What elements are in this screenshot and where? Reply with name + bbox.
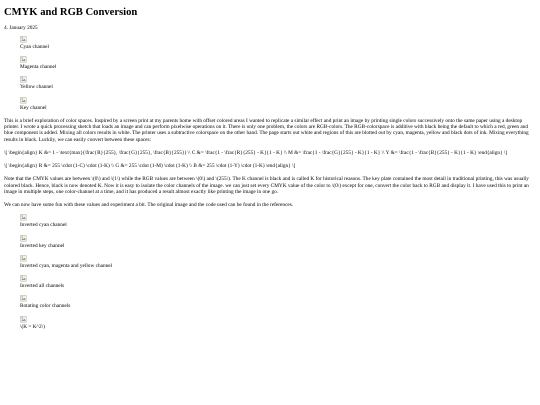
- formula-cmyk-to-rgb: \[ \begin{align} R &= 255 \cdot (1-C) \cdot (1-K) \\ G &= 255 \cdot (1-M) \cdot (1-K) \\ B &= 255 \cdot (1-Y) \cdot (1-K) \end{align} \]: [4, 163, 296, 170]
- broken-image-icon: [20, 295, 27, 302]
- broken-image-icon: [20, 97, 27, 104]
- article: [4, 7, 536, 330]
- figure-caption: Rotating color channels: [20, 303, 71, 310]
- broken-image-icon: [20, 76, 27, 83]
- experiment-paragraph: We can now have some fun with these values and experiment a bit. The original image and the code used can be found in the references.: [4, 202, 294, 209]
- channel-figures: [4, 36, 536, 111]
- figure-k-squared: [20, 316, 536, 330]
- figure-caption: Yellow channel: [20, 84, 53, 91]
- figure-inverted-key: [20, 235, 536, 249]
- note-paragraph: Note that the CMYK values are between \(0\) and \(1\) while the RGB values are between \(0\) and \(255\). The K channel is black and is called K for historical reasons. The key plate contained the most detail in traditional printing, this was usually colored black. Hence, black is now denoted K. Now it is easy to isolate the color channels of the image. we can just set every CMYK value of the color to \(0\) except for one, convert the color back to RGB and display it. I have used this to print an image in multiple steps, one color-channel at a time, and it has produced a result almost exactly like printing the image in one go.: [4, 176, 529, 195]
- figure-caption: Inverted all channels: [20, 283, 65, 290]
- page-title: CMYK and RGB Conversion: [4, 7, 138, 18]
- broken-image-icon: [20, 235, 27, 242]
- figure-key: [20, 97, 536, 111]
- figure-inverted-cyan: [20, 214, 536, 228]
- figure-inverted-cmy: [20, 255, 536, 269]
- broken-image-icon: [20, 214, 27, 221]
- figure-rotating-channels: [20, 295, 536, 309]
- figure-cyan: [20, 36, 536, 50]
- figure-caption: Key channel: [20, 104, 47, 111]
- broken-image-icon: [20, 36, 27, 43]
- broken-image-icon: [20, 316, 27, 323]
- figure-magenta: [20, 56, 536, 70]
- figure-caption: Magenta channel: [20, 64, 57, 71]
- intro-paragraph: This is a brief exploration of color spaces. Inspired by a screen print at my parents home with offset colored areas I wanted to replicate a similar effect and print an image by printing single colors successively onto the same paper using a desktop printer. I wrote a quick processing sketch that loads an image and can perform pixelwise operations on it. There is only one problem, the colors are RGB-colors. The RGB-colorspace is additive with black being the default to which a red, green and blue component is added. Mixing all colors results in white. The printer uses a subtractive colorspace on the other hand. The page starts out white and regions of this are blotted out by cyan, magenta, yellow and black dots of ink. Mixing everything results in black. Luckily, we can easily convert between these spaces:: [4, 117, 529, 143]
- figure-caption: Inverted cyan channel: [20, 222, 67, 229]
- figure-caption: \(K = K^2\): [20, 323, 45, 330]
- broken-image-icon: [20, 275, 27, 282]
- formula-rgb-to-cmyk: \[ \begin{align} K &= 1 - \text{max}(\frac{R}{255}, \frac{G}{255}, \frac{B}{255}) \\ C &= \frac{1 - \frac{R}{255} - K}{1 - K} \\ M &= \frac{1 - \frac{G}{255} - K}{1 - K} \\ Y &= \frac{1 - \frac{B}{255} - K}{1 - K} \end{align} \]: [4, 149, 508, 156]
- broken-image-icon: [20, 255, 27, 262]
- figure-caption: Inverted key channel: [20, 242, 65, 249]
- figure-yellow: [20, 76, 536, 90]
- experiment-figures: [4, 214, 536, 330]
- figure-caption: Cyan channel: [20, 43, 49, 50]
- figure-caption: Inverted cyan, magenta and yellow channel: [20, 262, 113, 269]
- figure-inverted-all: [20, 275, 536, 289]
- post-date: 4. January 2025: [4, 24, 38, 31]
- broken-image-icon: [20, 56, 27, 63]
